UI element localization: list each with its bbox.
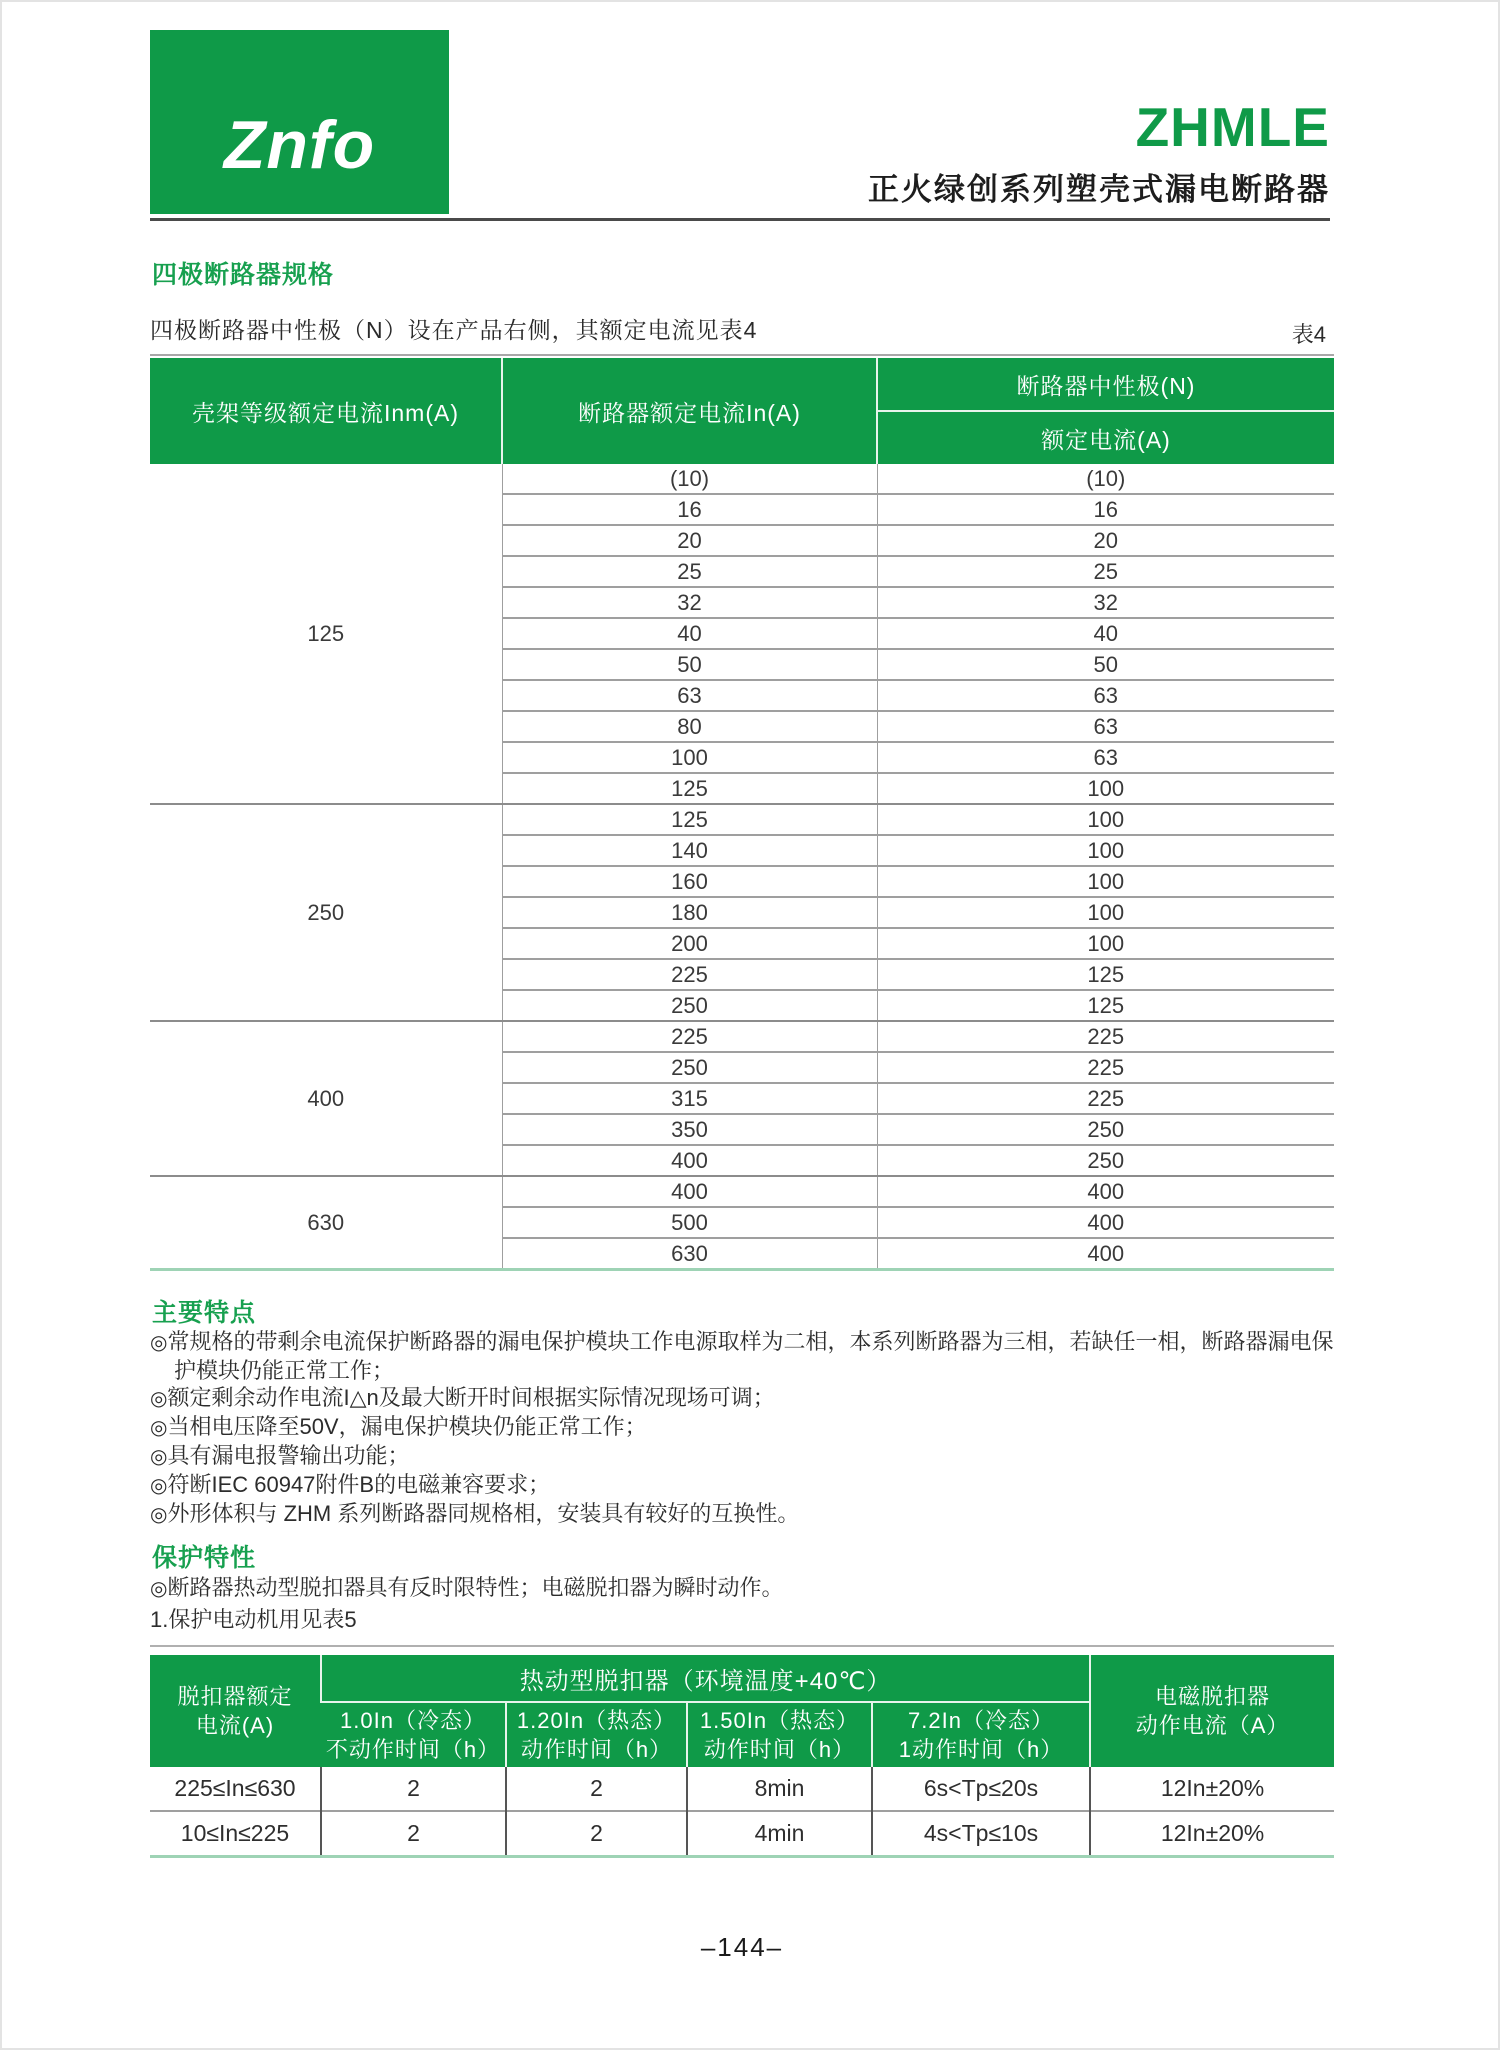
- protection-heading: 保护特性: [152, 1544, 257, 1572]
- breaker-rated-current-cell: 315: [502, 1083, 877, 1114]
- breaker-rated-current-cell: 200: [502, 928, 877, 959]
- neutral-rated-current-cell: (10): [877, 464, 1334, 494]
- breaker-rated-current-cell: 20: [502, 525, 877, 556]
- table5-col1-header: 脱扣器额定 电流(A): [150, 1655, 321, 1767]
- bullet-item: [150, 1471, 1346, 1500]
- table5-thermal-header: 热动型脱扣器（环境温度+40℃）: [321, 1655, 1090, 1702]
- neutral-rated-current-cell: 100: [877, 897, 1334, 928]
- breaker-rated-current-cell: 80: [502, 711, 877, 742]
- breaker-rated-current-cell: 16: [502, 494, 877, 525]
- table5-subheader-2: 1.20In（热态） 动作时间（h）: [506, 1702, 687, 1767]
- bullet-item: [150, 1328, 1346, 1384]
- page-number: –144–: [700, 1932, 784, 1962]
- table4-col3-header-top: 断路器中性极(N): [877, 358, 1334, 411]
- bullet-item: [150, 1413, 1346, 1442]
- neutral-rated-current-cell: 63: [877, 742, 1334, 773]
- neutral-rated-current-cell: 100: [877, 928, 1334, 959]
- neutral-rated-current-cell: 400: [877, 1207, 1334, 1238]
- breaker-rated-current-cell: 100: [502, 742, 877, 773]
- neutral-rated-current-cell: 225: [877, 1083, 1334, 1114]
- breaker-rated-current-cell: 225: [502, 959, 877, 990]
- breaker-rated-current-cell: 125: [502, 773, 877, 804]
- table4-row: [150, 1021, 1334, 1052]
- bullet-icon: ◎: [150, 1332, 168, 1354]
- neutral-rated-current-cell: 25: [877, 556, 1334, 587]
- table4-row: [150, 804, 1334, 835]
- bullet-icon: ◎: [150, 1504, 168, 1526]
- bullet-icon: ◎: [150, 1475, 168, 1497]
- neutral-rated-current-cell: 32: [877, 587, 1334, 618]
- frame-rated-current-cell: 630: [150, 1176, 502, 1270]
- breaker-rated-current-cell: 40: [502, 618, 877, 649]
- breaker-rated-current-cell: 25: [502, 556, 877, 587]
- table5-cell-4: 4s<Tp≤10s: [872, 1811, 1090, 1857]
- breaker-rated-current-cell: 500: [502, 1207, 877, 1238]
- bullet-icon: ◎: [150, 1578, 168, 1600]
- bullet-text: 当相电压降至50V，漏电保护模块仍能正常工作；: [167, 1414, 647, 1439]
- table5-header: [150, 1655, 1334, 1767]
- table4-label: 表4: [1291, 322, 1326, 347]
- series-title: ZHMLE: [1135, 96, 1330, 158]
- header-divider: [150, 218, 1330, 221]
- header-title-block: [868, 98, 1330, 209]
- table5-row: [150, 1811, 1334, 1857]
- table5-cell-2: 2: [506, 1767, 687, 1811]
- neutral-rated-current-cell: 63: [877, 711, 1334, 742]
- neutral-rated-current-cell: 225: [877, 1052, 1334, 1083]
- features-heading: 主要特点: [152, 1299, 257, 1327]
- breaker-rated-current-cell: 400: [502, 1176, 877, 1207]
- neutral-rated-current-cell: 100: [877, 866, 1334, 897]
- table5-subheader-3: 1.50In（热态） 动作时间（h）: [687, 1702, 872, 1767]
- neutral-rated-current-cell: 16: [877, 494, 1334, 525]
- bullet-text: 常规格的带剩余电流保护断路器的漏电保护模块工作电源取样为二相，本系列断路器为三相，若缺任一相，断路器漏电保护模块仍能正常工作；: [167, 1329, 1334, 1383]
- table5-subheader-4: 7.2In（冷态） 1动作时间（h）: [872, 1702, 1090, 1767]
- brand-logo-text: Znfo: [223, 107, 376, 183]
- table4-col3-header-bottom: 额定电流(A): [877, 411, 1334, 464]
- bullet-icon: ◎: [150, 1446, 168, 1468]
- breaker-rated-current-cell: 250: [502, 990, 877, 1021]
- series-subtitle: 正火绿创系列塑壳式漏电断路器: [868, 172, 1330, 207]
- table4-row: [150, 464, 1334, 494]
- table5-cell-0: 225≤In≤630: [174, 1775, 296, 1801]
- breaker-rated-current-cell: 630: [502, 1238, 877, 1270]
- breaker-rated-current-cell: 63: [502, 680, 877, 711]
- neutral-rated-current-cell: 50: [877, 649, 1334, 680]
- neutral-rated-current-cell: 225: [877, 1021, 1334, 1052]
- table4-header: [150, 358, 1334, 464]
- breaker-rated-current-cell: 250: [502, 1052, 877, 1083]
- table5-cell-1: 2: [321, 1767, 506, 1811]
- bullet-text: 断路器热动型脱扣器具有反时限特性；电磁脱扣器为瞬时动作。: [167, 1575, 784, 1600]
- protection-note: 1.保护电动机用见表5: [150, 1607, 357, 1632]
- bullet-icon: ◎: [150, 1388, 168, 1410]
- breaker-rated-current-cell: 180: [502, 897, 877, 928]
- bullet-item: [150, 1500, 1346, 1529]
- breaker-rated-current-cell: 32: [502, 587, 877, 618]
- table5-body: [150, 1767, 1334, 1857]
- breaker-rated-current-cell: 160: [502, 866, 877, 897]
- neutral-rated-current-cell: 40: [877, 618, 1334, 649]
- frame-rated-current-cell: 400: [150, 1021, 502, 1176]
- table5-cell-5: 12In±20%: [1090, 1767, 1334, 1811]
- table5-subheader-1: 1.0In（冷态） 不动作时间（h）: [321, 1702, 506, 1767]
- bullet-text: 外形体积与 ZHM 系列断路器同规格相，安装具有较好的互换性。: [167, 1501, 800, 1526]
- neutral-rated-current-cell: 100: [877, 835, 1334, 866]
- breaker-rated-current-cell: 50: [502, 649, 877, 680]
- spec-section-heading: 四极断路器规格: [152, 261, 335, 289]
- frame-rated-current-cell: 125: [307, 620, 345, 646]
- neutral-rated-current-cell: 100: [877, 773, 1334, 804]
- table5-row: [150, 1767, 1334, 1811]
- table5-cell-4: 6s<Tp≤20s: [872, 1767, 1090, 1811]
- protection-list: [150, 1574, 1346, 1603]
- neutral-rated-current-cell: 400: [877, 1238, 1334, 1270]
- bullet-item: [150, 1442, 1346, 1471]
- breaker-rated-current-cell: 140: [502, 835, 877, 866]
- bullet-item: [150, 1384, 1346, 1413]
- breaker-rated-current-cell: (10): [502, 464, 877, 494]
- table4-row: [150, 1176, 1334, 1207]
- neutral-rated-current-cell: 100: [877, 804, 1334, 835]
- table5-cell-0: 10≤In≤225: [150, 1811, 321, 1857]
- breaker-rated-current-cell: 125: [502, 804, 877, 835]
- bullet-item: [150, 1574, 1346, 1603]
- breaker-rated-current-cell: 350: [502, 1114, 877, 1145]
- table4-col1-header: 壳架等级额定电流Inm(A): [150, 358, 502, 464]
- table4-body: [150, 464, 1334, 1270]
- table5-cell-1: 2: [321, 1811, 506, 1857]
- breaker-rated-current-cell: 225: [502, 1021, 877, 1052]
- neutral-rated-current-cell: 250: [877, 1114, 1334, 1145]
- bullet-text: 具有漏电报警输出功能；: [167, 1443, 410, 1468]
- table5-cell-3: 8min: [687, 1767, 872, 1811]
- neutral-rated-current-cell: 250: [877, 1145, 1334, 1176]
- table4-col2-header: 断路器额定电流In(A): [502, 358, 877, 464]
- table5-cell-3: 4min: [687, 1811, 872, 1857]
- four-pole-ratings-table: [150, 358, 1334, 1271]
- brand-logo: [150, 30, 449, 214]
- bullet-text: 额定剩余动作电流I△n及最大断开时间根据实际情况现场可调；: [167, 1385, 775, 1410]
- table5-wrapper: [150, 1645, 1334, 1858]
- table5-cell-5: 12In±20%: [1090, 1811, 1334, 1857]
- frame-rated-current-cell: 250: [150, 804, 502, 1021]
- features-list: [150, 1328, 1346, 1529]
- table5-cell-2: 2: [506, 1811, 687, 1857]
- trip-characteristics-table: [150, 1655, 1334, 1858]
- spec-section-intro: 四极断路器中性极（N）设在产品右侧，其额定电流见表4: [150, 317, 758, 343]
- neutral-rated-current-cell: 63: [877, 680, 1334, 711]
- neutral-rated-current-cell: 125: [877, 959, 1334, 990]
- neutral-rated-current-cell: 400: [877, 1176, 1334, 1207]
- table4-wrapper: [150, 354, 1334, 1271]
- neutral-rated-current-cell: 125: [877, 990, 1334, 1021]
- bullet-text: 符断IEC 60947附件B的电磁兼容要求；: [167, 1472, 551, 1497]
- breaker-rated-current-cell: 400: [502, 1145, 877, 1176]
- bullet-icon: ◎: [150, 1417, 168, 1439]
- neutral-rated-current-cell: 20: [877, 525, 1334, 556]
- table5-magnetic-header: 电磁脱扣器 动作电流（A）: [1090, 1655, 1334, 1767]
